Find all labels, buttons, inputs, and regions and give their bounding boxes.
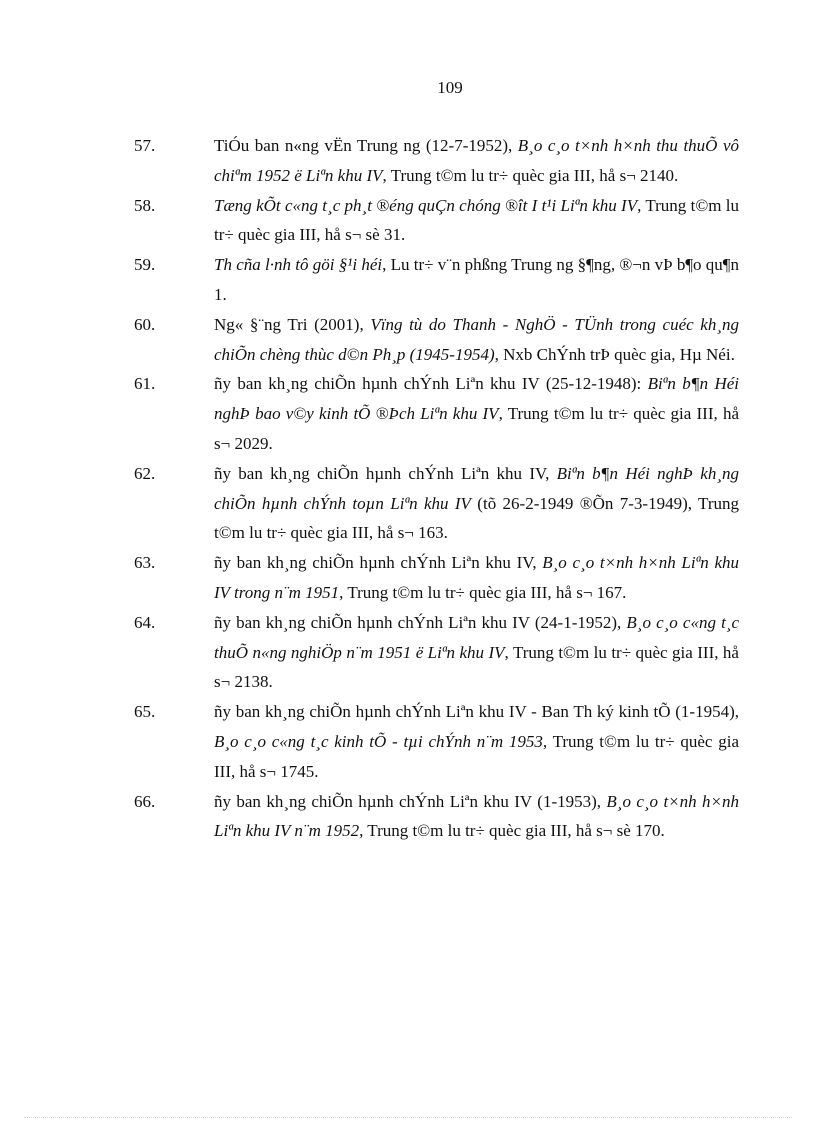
reference-text xyxy=(214,464,739,543)
reference-item xyxy=(134,697,739,786)
reference-list xyxy=(134,131,739,846)
reference-author: ñy ban kh¸ng chiÕn hµnh chÝnh Liªn khu IV (1-1953), xyxy=(214,791,607,811)
reference-text xyxy=(214,315,739,364)
reference-item xyxy=(134,787,739,847)
reference-number: 58. xyxy=(134,195,156,215)
reference-item xyxy=(134,459,739,548)
reference-text xyxy=(214,136,739,185)
reference-number: 57. xyxy=(134,136,156,155)
reference-number: 61. xyxy=(134,374,156,394)
reference-title: Biªn b¶n Héi nghÞ kh¸ng chiÕn hµnh chÝnh toµn Liªn khu IV xyxy=(214,463,739,513)
reference-source: , Lu tr÷ v¨n phßng Trung ng §¶ng, ®¬n vÞ b¶o qu¶n 1. xyxy=(214,255,739,304)
reference-source: , Trung t©m lu tr÷ quèc gia III, hå s¬ 2029. xyxy=(214,404,739,453)
reference-author: ñy ban kh¸ng chiÕn hµnh chÝnh Liªn khu IV - Ban Th ký kinh tÕ (1-1954), xyxy=(214,702,739,722)
reference-title: B¸o c¸o c«ng t¸c thuÕ n«ng nghiÖp n¨m 1951 ë Liªn khu IV xyxy=(214,612,739,662)
reference-number: 66. xyxy=(134,791,156,811)
reference-number: 60. xyxy=(134,314,156,334)
reference-number: 65. xyxy=(134,702,156,722)
page-number: 109 xyxy=(437,78,463,97)
reference-item xyxy=(134,250,739,310)
reference-author: ñy ban kh¸ng chiÕn hµnh chÝnh Liªn khu IV, xyxy=(214,463,557,483)
reference-item xyxy=(134,131,739,191)
reference-text xyxy=(214,374,739,453)
reference-text xyxy=(214,702,739,781)
reference-source: , Trung t©m lu tr÷ quèc gia III, hå s¬ sè 170. xyxy=(359,821,665,841)
reference-title: B¸o c¸o t×nh h×nh thu thuÕ vô chiªm 1952 ë Liªn khu IV xyxy=(214,136,739,185)
reference-number: 59. xyxy=(134,255,156,275)
reference-text xyxy=(214,196,739,245)
reference-title: Tæng kÕt c«ng t¸c ph¸t ®éng quÇn chóng ®ît I t¹i Liªn khu IV xyxy=(214,195,638,215)
reference-title: B¸o c¸o c«ng t¸c kinh tÕ - tµi chÝnh n¨m 1953 xyxy=(214,731,543,751)
reference-source: , Trung t©m lu tr÷ quèc gia III, hå s¬ 167. xyxy=(339,582,627,602)
reference-author: ñy ban kh¸ng chiÕn hµnh chÝnh Liªn khu IV (25-12-1948): xyxy=(214,374,648,394)
reference-text xyxy=(214,613,739,692)
reference-number: 64. xyxy=(134,612,156,632)
reference-title: B¸o c¸o t×nh h×nh Liªn khu IV n¨m 1952 xyxy=(214,791,740,841)
page-bottom-divider xyxy=(24,1117,792,1118)
reference-author: ñy ban kh¸ng chiÕn hµnh chÝnh Liªn khu IV (24-1-1952), xyxy=(214,612,627,632)
reference-title: B¸o c¸o t×nh h×nh Liªn khu IV trong n¨m 1951 xyxy=(214,553,739,602)
reference-title: Biªn b¶n Héi nghÞ bao v©y kinh tÕ ®Þch Liªn khu IV xyxy=(214,374,739,424)
reference-source: , Nxb ChÝnh trÞ quèc gia, Hµ Néi. xyxy=(494,344,735,364)
reference-author: ñy ban kh¸ng chiÕn hµnh chÝnh Liªn khu IV, xyxy=(214,553,543,573)
reference-item xyxy=(134,310,739,370)
reference-text xyxy=(214,553,739,602)
reference-number: 63. xyxy=(134,553,156,573)
reference-author: TiÓu ban n«ng vËn Trung ng (12-7-1952), xyxy=(214,136,518,155)
reference-author: Ng« §¨ng Tri (2001), xyxy=(214,314,371,334)
reference-item xyxy=(134,191,739,251)
reference-item xyxy=(134,548,739,608)
reference-title: Th cña l·nh tô göi §¹i héi xyxy=(214,255,383,275)
reference-source: (tõ 26-2-1949 ®Õn 7-3-1949), Trung t©m lu tr÷ quèc gia III, hå s¬ 163. xyxy=(214,493,739,543)
reference-text xyxy=(214,792,739,841)
reference-source: , Trung t©m lu tr÷ quèc gia III, hå s¬ 1745. xyxy=(214,731,739,781)
reference-source: , Trung t©m lu tr÷ quèc gia III, hå s¬ 2138. xyxy=(214,642,739,692)
reference-source: , Trung t©m lu tr÷ quèc gia III, hå s¬ sè 31. xyxy=(214,195,739,245)
reference-item xyxy=(134,608,739,697)
reference-title: Vïng tù do Thanh - NghÖ - TÜnh trong cuéc kh¸ng chiÕn chèng thùc d©n Ph¸p (1945-1954) xyxy=(214,314,739,364)
reference-source: , Trung t©m lu tr÷ quèc gia III, hå s¬ 2140. xyxy=(382,165,679,185)
reference-text xyxy=(214,255,739,304)
reference-number: 62. xyxy=(134,463,156,483)
reference-item xyxy=(134,369,739,458)
